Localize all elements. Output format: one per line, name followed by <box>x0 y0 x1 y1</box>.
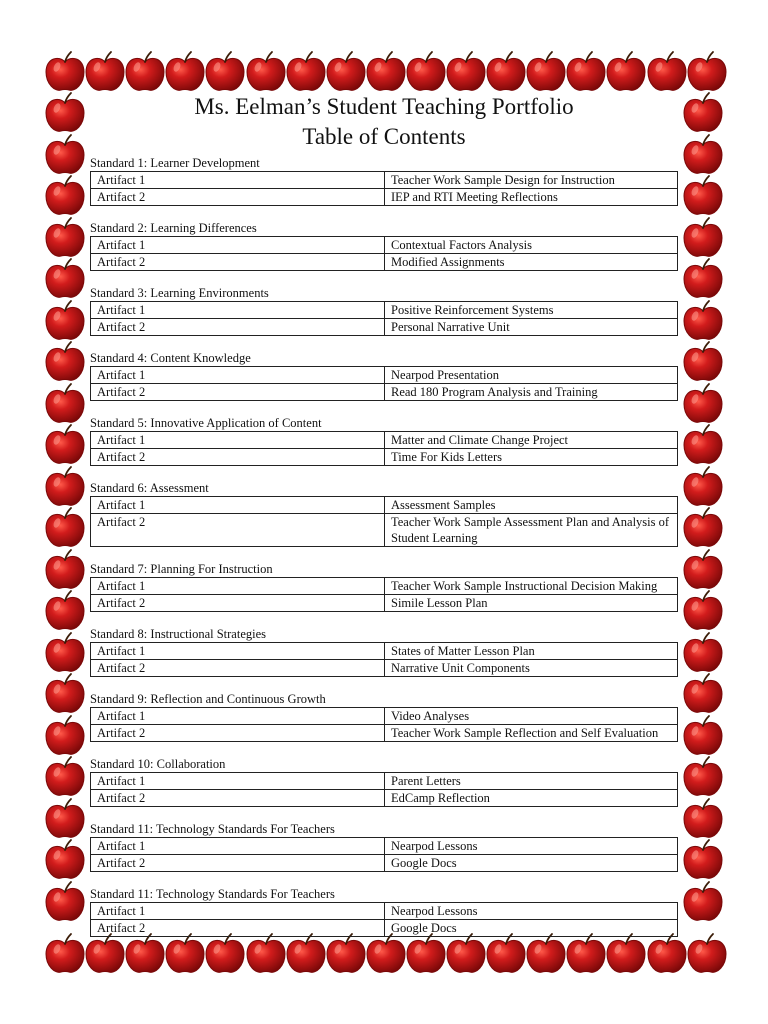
table-row <box>91 578 678 595</box>
artifact-table <box>90 642 678 677</box>
artifact-title: Teacher Work Sample Design for Instruction <box>385 172 678 189</box>
apple-icon <box>684 135 722 173</box>
apple-icon <box>684 633 722 671</box>
apple-icon <box>126 52 164 90</box>
artifact-label: Artifact 2 <box>91 595 385 612</box>
apple-icon <box>166 934 204 972</box>
apple-icon <box>648 934 686 972</box>
table-row <box>91 302 678 319</box>
apple-icon <box>684 757 722 795</box>
table-row <box>91 903 678 920</box>
artifact-label: Artifact 2 <box>91 725 385 742</box>
standard-section <box>90 416 678 466</box>
apple-icon <box>287 52 325 90</box>
apple-icon <box>46 135 84 173</box>
artifact-label: Artifact 1 <box>91 838 385 855</box>
standard-heading: Standard 10: Collaboration <box>90 757 226 771</box>
apple-icon <box>46 550 84 588</box>
apple-icon <box>684 425 722 463</box>
artifact-title: States of Matter Lesson Plan <box>385 643 678 660</box>
apple-icon <box>407 934 445 972</box>
artifact-table <box>90 496 678 547</box>
artifact-label: Artifact 1 <box>91 432 385 449</box>
artifact-label: Artifact 2 <box>91 319 385 336</box>
apple-icon <box>46 301 84 339</box>
artifact-title: Nearpod Presentation <box>385 367 678 384</box>
standard-heading: Standard 8: Instructional Strategies <box>90 627 267 641</box>
apple-icon <box>527 52 565 90</box>
table-row <box>91 660 678 677</box>
artifact-table <box>90 366 678 401</box>
artifact-label: Artifact 1 <box>91 708 385 725</box>
apple-icon <box>86 52 124 90</box>
apple-icon <box>46 218 84 256</box>
artifact-label: Artifact 1 <box>91 367 385 384</box>
apple-icon <box>684 467 722 505</box>
table-row <box>91 773 678 790</box>
artifact-label: Artifact 1 <box>91 237 385 254</box>
apple-icon <box>684 840 722 878</box>
standard-section <box>90 481 678 547</box>
table-row <box>91 838 678 855</box>
apple-icon <box>247 52 285 90</box>
artifact-table <box>90 577 678 612</box>
apple-icon <box>684 342 722 380</box>
apple-icon <box>527 934 565 972</box>
table-row <box>91 643 678 660</box>
standard-section <box>90 562 678 612</box>
apple-icon <box>684 591 722 629</box>
apple-icon <box>46 674 84 712</box>
artifact-label: Artifact 2 <box>91 920 385 937</box>
artifact-title: Time For Kids Letters <box>385 449 678 466</box>
artifact-table <box>90 236 678 271</box>
artifact-title: Google Docs <box>385 920 678 937</box>
apple-icon <box>327 934 365 972</box>
apple-icon <box>46 425 84 463</box>
table-row <box>91 708 678 725</box>
standard-section <box>90 286 678 336</box>
apple-icon <box>46 176 84 214</box>
artifact-label: Artifact 2 <box>91 660 385 677</box>
standard-section <box>90 221 678 271</box>
artifact-label: Artifact 1 <box>91 643 385 660</box>
artifact-title: Read 180 Program Analysis and Training <box>385 384 678 401</box>
standard-section <box>90 822 678 872</box>
apple-icon <box>684 301 722 339</box>
apple-icon <box>287 934 325 972</box>
apple-icon <box>367 934 405 972</box>
standard-heading: Standard 3: Learning Environments <box>90 286 269 300</box>
artifact-label: Artifact 1 <box>91 903 385 920</box>
apple-icon <box>684 508 722 546</box>
table-row <box>91 497 678 514</box>
apple-icon <box>688 934 726 972</box>
table-row <box>91 432 678 449</box>
table-row <box>91 319 678 336</box>
apple-icon <box>688 52 726 90</box>
apple-icon <box>684 176 722 214</box>
standard-heading: Standard 9: Reflection and Continuous Growth <box>90 692 326 706</box>
apple-icon <box>46 799 84 837</box>
table-row <box>91 189 678 206</box>
apple-icon <box>126 934 164 972</box>
table-row <box>91 367 678 384</box>
artifact-title: Assessment Samples <box>385 497 678 514</box>
standard-heading: Standard 6: Assessment <box>90 481 209 495</box>
apple-icon <box>206 52 244 90</box>
artifact-label: Artifact 2 <box>91 384 385 401</box>
artifact-title: Parent Letters <box>385 773 678 790</box>
artifact-table <box>90 772 678 807</box>
apple-icon <box>684 882 722 920</box>
artifact-title: Teacher Work Sample Reflection and Self Evaluation <box>385 725 678 742</box>
apple-icon <box>46 757 84 795</box>
standard-section <box>90 692 678 742</box>
artifact-label: Artifact 1 <box>91 302 385 319</box>
apple-icon <box>607 52 645 90</box>
apple-icon <box>46 342 84 380</box>
artifact-title: Matter and Climate Change Project <box>385 432 678 449</box>
standard-section <box>90 156 678 206</box>
apple-icon <box>367 52 405 90</box>
artifact-label: Artifact 2 <box>91 790 385 807</box>
document-title: Ms. Eelman’s Student Teaching Portfolio <box>194 94 574 119</box>
table-row <box>91 725 678 742</box>
artifact-label: Artifact 1 <box>91 773 385 790</box>
apple-icon <box>684 93 722 131</box>
artifact-title: Personal Narrative Unit <box>385 319 678 336</box>
apple-icon <box>567 52 605 90</box>
apple-icon <box>166 52 204 90</box>
apple-icon <box>46 840 84 878</box>
apple-icon <box>46 633 84 671</box>
table-row <box>91 237 678 254</box>
document-subtitle: Table of Contents <box>302 124 466 149</box>
apple-icon <box>684 674 722 712</box>
table-row <box>91 595 678 612</box>
apple-icon <box>46 591 84 629</box>
artifact-label: Artifact 2 <box>91 189 385 206</box>
table-row <box>91 790 678 807</box>
standard-heading: Standard 11: Technology Standards For Teachers <box>90 887 335 901</box>
artifact-label: Artifact 1 <box>91 578 385 595</box>
artifact-label: Artifact 2 <box>91 514 385 547</box>
standards-list <box>90 156 678 937</box>
standard-heading: Standard 5: Innovative Application of Content <box>90 416 322 430</box>
artifact-table <box>90 171 678 206</box>
artifact-title: Simile Lesson Plan <box>385 595 678 612</box>
apple-icon <box>684 550 722 588</box>
apple-icon <box>247 934 285 972</box>
standard-heading: Standard 7: Planning For Instruction <box>90 562 273 576</box>
apple-icon <box>86 934 124 972</box>
apple-icon <box>648 52 686 90</box>
table-row <box>91 514 678 547</box>
table-row <box>91 449 678 466</box>
apple-icon <box>46 384 84 422</box>
apple-icon <box>46 716 84 754</box>
artifact-title: Teacher Work Sample Assessment Plan and Analysis of Student Learning <box>385 514 678 547</box>
apple-icon <box>684 218 722 256</box>
artifact-table <box>90 431 678 466</box>
artifact-title: Positive Reinforcement Systems <box>385 302 678 319</box>
apple-icon <box>684 716 722 754</box>
artifact-label: Artifact 2 <box>91 254 385 271</box>
table-row <box>91 172 678 189</box>
artifact-table <box>90 837 678 872</box>
standard-section <box>90 627 678 677</box>
apple-icon <box>487 52 525 90</box>
apple-icon <box>206 934 244 972</box>
apple-icon <box>487 934 525 972</box>
apple-icon <box>607 934 645 972</box>
apple-icon <box>46 508 84 546</box>
apple-icon <box>46 52 84 90</box>
artifact-title: Nearpod Lessons <box>385 838 678 855</box>
artifact-title: Teacher Work Sample Instructional Decision Making <box>385 578 678 595</box>
artifact-title: IEP and RTI Meeting Reflections <box>385 189 678 206</box>
artifact-title: EdCamp Reflection <box>385 790 678 807</box>
apple-icon <box>46 467 84 505</box>
standard-heading: Standard 4: Content Knowledge <box>90 351 251 365</box>
apple-icon <box>567 934 605 972</box>
artifact-title: Contextual Factors Analysis <box>385 237 678 254</box>
table-row <box>91 920 678 937</box>
standard-heading: Standard 1: Learner Development <box>90 156 260 170</box>
apple-icon <box>46 934 84 972</box>
table-row <box>91 384 678 401</box>
standard-section <box>90 887 678 937</box>
artifact-label: Artifact 1 <box>91 172 385 189</box>
artifact-label: Artifact 2 <box>91 449 385 466</box>
artifact-title: Narrative Unit Components <box>385 660 678 677</box>
page-content <box>90 92 678 937</box>
artifact-title: Video Analyses <box>385 708 678 725</box>
artifact-label: Artifact 2 <box>91 855 385 872</box>
artifact-title: Google Docs <box>385 855 678 872</box>
table-row <box>91 254 678 271</box>
standard-section <box>90 757 678 807</box>
artifact-table <box>90 301 678 336</box>
apple-icon <box>327 52 365 90</box>
apple-icon <box>46 259 84 297</box>
standard-heading: Standard 2: Learning Differences <box>90 221 257 235</box>
table-row <box>91 855 678 872</box>
apple-icon <box>46 882 84 920</box>
apple-icon <box>684 799 722 837</box>
standard-section <box>90 351 678 401</box>
artifact-table <box>90 707 678 742</box>
apple-icon <box>407 52 445 90</box>
apple-icon <box>46 93 84 131</box>
artifact-title: Nearpod Lessons <box>385 903 678 920</box>
artifact-table <box>90 902 678 937</box>
standard-heading: Standard 11: Technology Standards For Teachers <box>90 822 335 836</box>
artifact-label: Artifact 1 <box>91 497 385 514</box>
apple-icon <box>447 934 485 972</box>
apple-icon <box>684 384 722 422</box>
apple-icon <box>684 259 722 297</box>
artifact-title: Modified Assignments <box>385 254 678 271</box>
apple-icon <box>447 52 485 90</box>
